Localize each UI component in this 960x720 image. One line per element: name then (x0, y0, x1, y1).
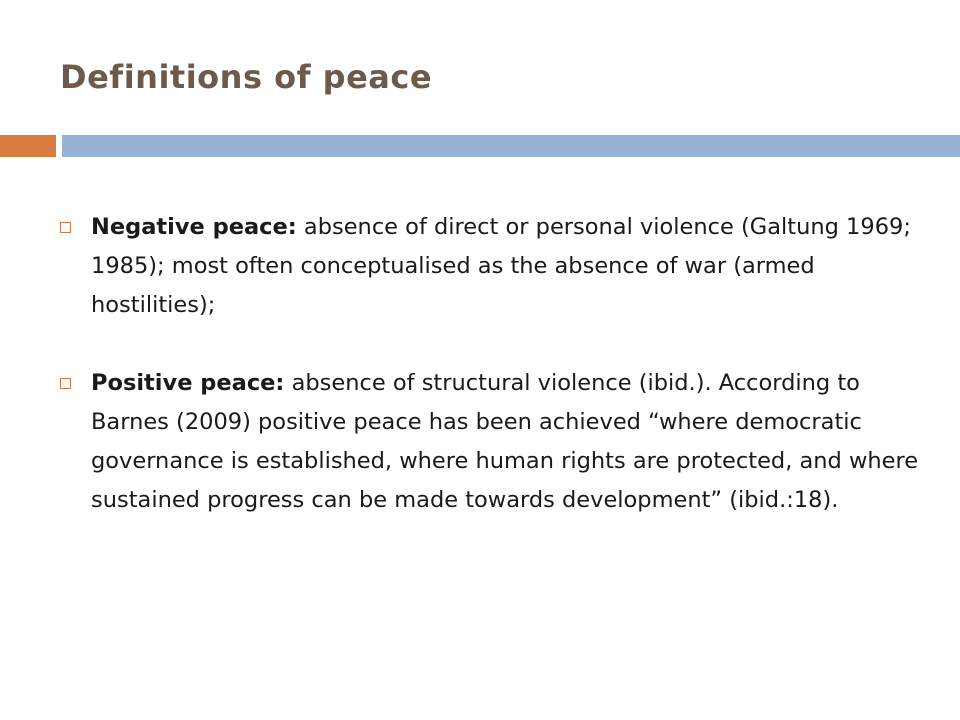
accent-bar-orange (0, 135, 56, 157)
bullet-text: absence of direct or personal violence (Galtung 1969; 1985); most often conceptualised as the absence of war (armed hostilities); (91, 214, 911, 318)
square-bullet-icon (60, 222, 71, 233)
bullet-positive-peace (60, 364, 920, 520)
accent-bar-blue (62, 135, 960, 157)
bullet-term: Positive peace: (91, 370, 285, 396)
bullet-negative-peace (60, 208, 920, 325)
slide-title: Definitions of peace (60, 58, 433, 96)
bullet-term: Negative peace: (91, 214, 297, 240)
bullet-list (60, 208, 920, 520)
square-bullet-icon (60, 378, 71, 389)
bullet-text: absence of structural violence (ibid.). According to Barnes (2009) positive peace has been achieved “where democratic governance is established, where human rights are protected, and where sustained progress can be made towards development” (ibid.:18). (91, 370, 919, 513)
